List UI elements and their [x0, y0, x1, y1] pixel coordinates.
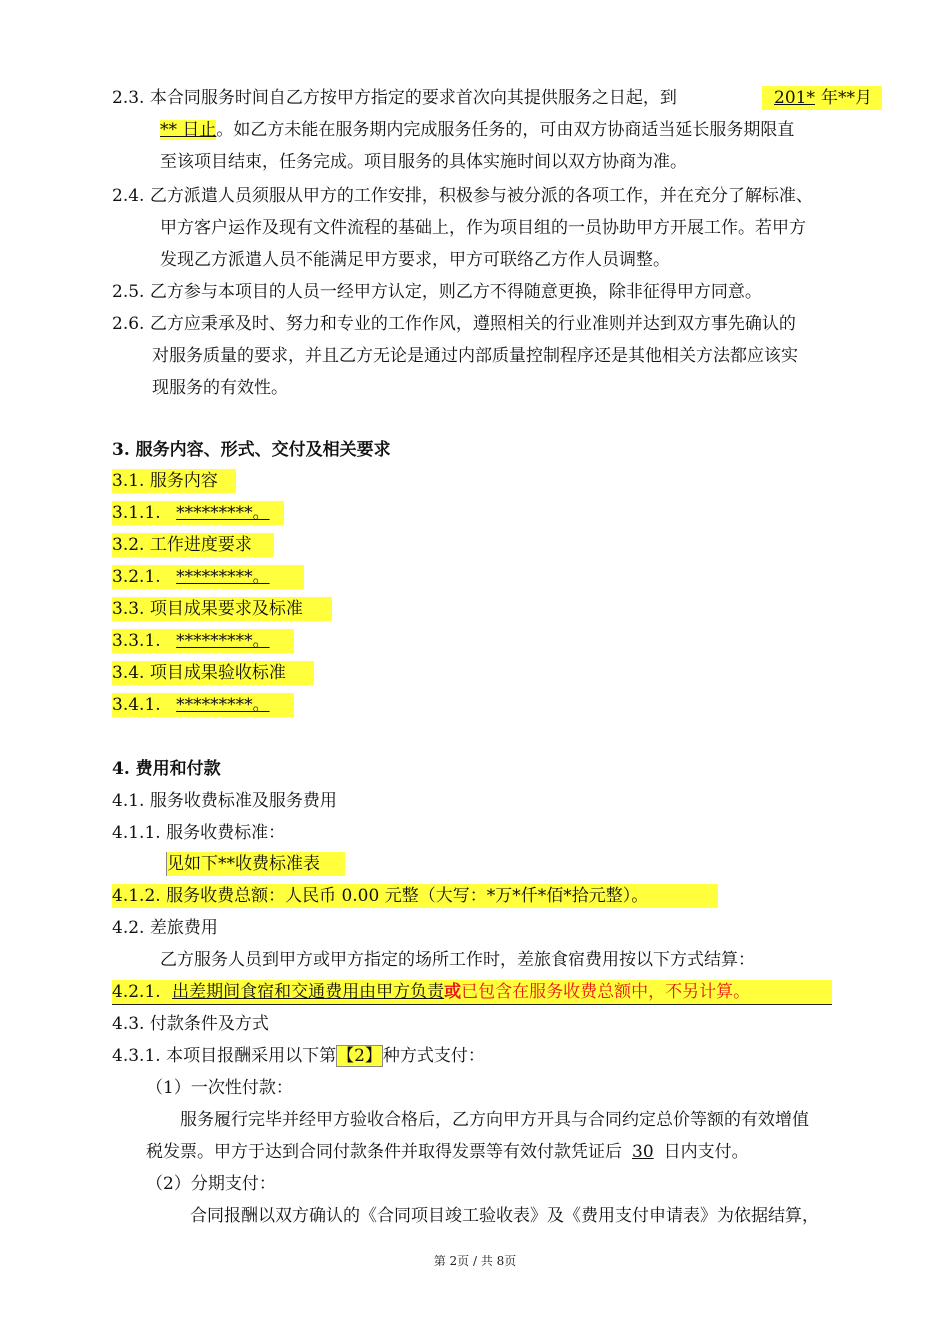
section-3-2-1: 3.2.1. *********。	[112, 565, 304, 589]
clause-2-4-line1: 2.4. 乙方派遣人员须服从甲方的工作安排，积极参与被分派的各项工作，并在充分了解标准、	[112, 186, 813, 206]
clause-2-6-line2: 对服务质量的要求，并且乙方无论是通过内部质量控制程序还是其他相关方法都应该实	[152, 346, 798, 366]
clause-2-6-line1: 2.6. 乙方应秉承及时、努力和专业的工作作风，遵照相关的行业准则并达到双方事先确认的	[112, 314, 796, 334]
option-1-line1: 服务履行完毕并经甲方验收合格后，乙方向甲方开具与合同约定总价等额的有效增值	[180, 1110, 809, 1130]
contract-end-year-field: 201* 年**月	[762, 86, 882, 110]
option-1-line2: 税发票。甲方于达到合同付款条件并取得发票等有效付款凭证后 30 日内支付。	[146, 1142, 749, 1162]
payment-days-field: 30	[632, 1142, 654, 1162]
fee-standard-table-ref: 见如下**收费标准表	[166, 852, 345, 876]
clause-2-6-line3: 现服务的有效性。	[152, 378, 288, 398]
section-3-1: 3.1. 服务内容	[112, 469, 236, 493]
section-3-4-1: 3.4.1. *********。	[112, 693, 294, 717]
clause-2-4-line2: 甲方客户运作及现有文件流程的基础上，作为项目组的一员协助甲方开展工作。若甲方	[160, 218, 806, 238]
clause-2-3-line3: 至该项目结束，任务完成。项目服务的具体实施时间以双方协商为准。	[160, 152, 687, 172]
clause-2-5: 2.5. 乙方参与本项目的人员一经甲方认定，则乙方不得随意更换，除非征得甲方同意。	[112, 282, 762, 302]
section-4-3-1: 4.3.1. 本项目报酬采用以下第【2】种方式支付：	[112, 1046, 485, 1066]
option-1-title: （1）一次性付款：	[146, 1078, 293, 1098]
section-4-2: 4.2. 差旅费用	[112, 918, 218, 938]
contract-end-day-field: ** 日止	[160, 120, 217, 140]
section-4-1-1: 4.1.1. 服务收费标准：	[112, 823, 286, 843]
section-4-heading: 4. 费用和付款	[112, 759, 221, 779]
section-3-1-1: 3.1.1. *********。	[112, 501, 284, 525]
section-4-1-2: 4.1.2. 服务收费总额：人民币 0.00 元整（大写：*万*仟*佰*拾元整）。	[112, 884, 718, 908]
clause-2-3-line1: 2.3. 本合同服务时间自乙方按甲方指定的要求首次向其提供服务之日起，到	[112, 88, 677, 108]
section-4-2-1: 4.2.1. 出差期间食宿和交通费用由甲方负责或已包含在服务收费总额中，不另计算。	[112, 980, 832, 1005]
section-4-1: 4.1. 服务收费标准及服务费用	[112, 791, 337, 811]
section-3-2: 3.2. 工作进度要求	[112, 533, 274, 557]
option-2-title: （2）分期支付：	[146, 1174, 276, 1194]
option-or-marker: 或	[444, 982, 462, 1002]
section-4-2-text: 乙方服务人员到甲方或甲方指定的场所工作时，差旅食宿费用按以下方式结算：	[160, 950, 755, 970]
page-footer: 第 2页 / 共 8页	[433, 1254, 517, 1268]
option-2-line1: 合同报酬以双方确认的《合同项目竣工验收表》及《费用支付申请表》为依据结算，	[190, 1206, 819, 1226]
section-4-3: 4.3. 付款条件及方式	[112, 1014, 269, 1034]
section-3-heading: 3. 服务内容、形式、交付及相关要求	[112, 440, 391, 460]
clause-2-3-line2: ** 日止。如乙方未能在服务期内完成服务任务的，可由双方协商适当延长服务期限直	[160, 120, 795, 140]
payment-method-choice: 【2】	[337, 1046, 382, 1066]
section-3-4: 3.4. 项目成果验收标准	[112, 661, 314, 685]
section-3-3: 3.3. 项目成果要求及标准	[112, 597, 332, 621]
section-3-3-1: 3.3.1. *********。	[112, 629, 294, 653]
clause-2-4-line3: 发现乙方派遣人员不能满足甲方要求，甲方可联络乙方作人员调整。	[160, 250, 670, 270]
